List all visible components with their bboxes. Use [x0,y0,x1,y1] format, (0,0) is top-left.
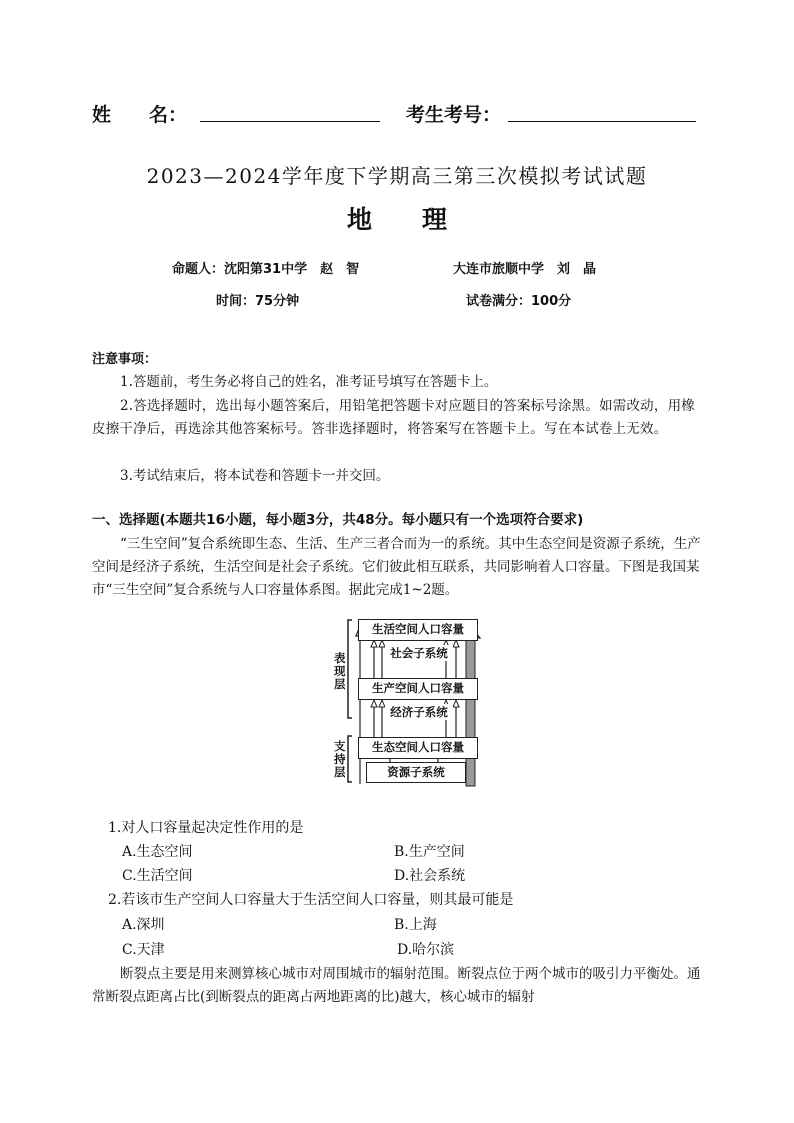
intro-passage: “三生空间”复合系统即生态、生活、生产三者合而为一的系统。其中生态空间是资源子系统，生产空间是经济子系统，生活空间是社会子系统。它们彼此相互联系，共同影响着人口容量。下图是我国某市“三生空间”复合系统与人口容量体系图。据此完成1~2题。 [92,536,701,598]
passage-breakpoint: 断裂点主要是用来测算核心城市对周围城市的辐射范围。断裂点位于两个城市的吸引力平衡处。通常断裂点距离占比(到断裂点的距离占两地距离的比)越大，核心城市的辐射 [92,966,701,1005]
note-item-2: 2.答选择题时，选出每小题答案后，用铅笔把答题卡对应题目的答案标号涂黑。如需改动，用橡皮擦干净后，再选涂其他答案标号。答非选择题时，将答案写在答题卡上。写在本试卷上无效。 [92,398,695,437]
box-production-capacity: 生产空间人口容量 [358,678,478,700]
box-resource-subsystem: 资源子系统 [366,762,466,783]
exam-number-label: 考生考号： [406,104,502,126]
q2-option-d[interactable]: D.哈尔滨 [397,942,455,958]
box-social-subsystem: 社会子系统 [385,645,453,661]
q2-option-b[interactable]: B.上海 [394,917,437,933]
box-living-capacity: 生活空间人口容量 [358,619,478,641]
box-ecological-capacity: 生态空间人口容量 [358,737,478,759]
label-support-layer: 支持层 [334,739,346,779]
exam-title: 2023—2024学年度下学期高三第三次模拟考试试题 [146,164,648,188]
q1-option-a[interactable]: A.生态空间 [122,844,193,860]
author-right: 大连市旅顺中学 刘 晶 [453,262,597,277]
exam-time: 时间：75分钟 [216,294,300,309]
subject-title: 地 理 [346,205,447,234]
q1-option-c[interactable]: C.生活空间 [122,868,193,884]
q2-option-c[interactable]: C.天津 [122,942,165,958]
q2-option-a[interactable]: A.深圳 [122,917,165,933]
name-blank[interactable] [200,121,380,122]
note-item-1: 1.答题前，考生务必将自己的姓名，准考证号填写在答题卡上。 [120,374,498,390]
note-item-3: 3.考试结束后，将本试卷和答题卡一并交回。 [120,468,390,484]
section-heading: 一、选择题(本题共16小题，每小题3分，共48分。每小题只有一个选项符合要求) [92,512,584,528]
name-label: 姓 名： [92,104,188,126]
question-2-stem: 2.若该市生产空间人口容量大于生活空间人口容量，则其最可能是 [108,892,514,908]
label-surface-layer: 表现层 [334,651,346,691]
q1-option-b[interactable]: B.生产空间 [394,844,465,860]
q1-option-d[interactable]: D.社会系统 [394,868,466,884]
notes-heading: 注意事项： [92,352,158,367]
question-1-stem: 1.对人口容量起决定性作用的是 [108,820,304,836]
author-left: 命题人：沈阳第31中学 赵 智 [172,262,360,277]
box-economic-subsystem: 经济子系统 [385,704,453,720]
exam-number-blank[interactable] [508,121,696,122]
full-score: 试卷满分：100分 [466,294,572,309]
